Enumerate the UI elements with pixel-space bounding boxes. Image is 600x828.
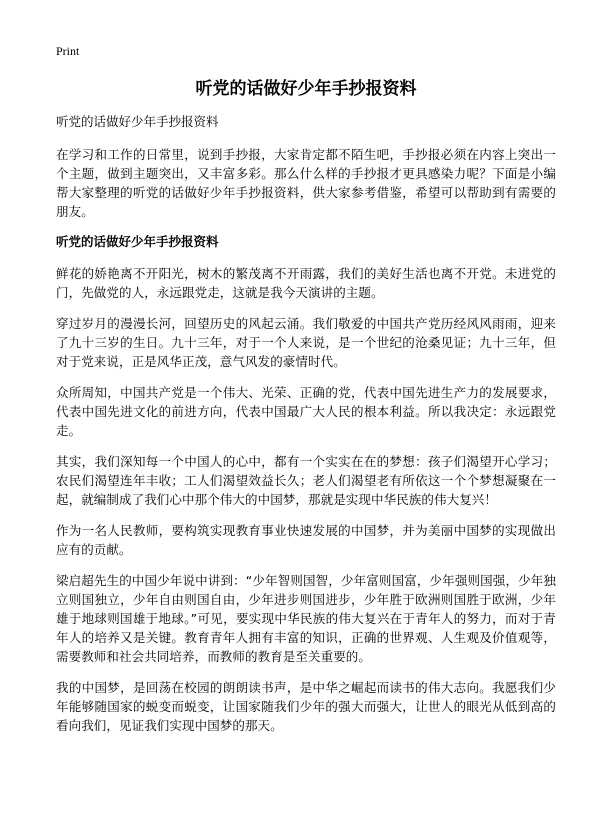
document-title: 听党的话做好少年手抄报资料 xyxy=(195,79,417,99)
intro-paragraph: 在学习和工作的日常里，说到手抄报，大家肯定都不陌生吧，手抄报必须在内容上突出一个主题，做到主题突出，又丰富多彩。那么什么样的手抄报才更具感染力呢？下面是小编帮大家整理的听党的话做好少年手抄报资料，供大家参考借鉴，希望可以帮助到有需要的朋友。 xyxy=(56,147,556,219)
body-paragraph-6: 梁启超先生的中国少年说中讲到：“少年智则国智，少年富则国富，少年强则国强，少年独立则国独立，少年自由则国自由，少年进步则国进步，少年胜于欧洲则国胜于欧洲，少年雄于地球则国雄于地球。”可见，要实现中华民族的伟大复兴在于青年人的努力，而对于青年人的培养又是关键。教育青年人拥有丰富的知识，正确的世界观、人生观及价值观等，需要教师和社会共同培养，而教师的教育是至关重要的。 xyxy=(56,573,556,664)
body-paragraph-3: 众所周知，中国共产党是一个伟大、光荣、正确的党，代表中国先进生产力的发展要求，代表中国先进文化的前进方向，代表中国最广大人民的根本利益。所以我决定：永远跟党走。 xyxy=(56,385,556,438)
body-paragraph-4: 其实，我们深知每一个中国人的心中，都有一个实实在在的梦想：孩子们渴望开心学习；农民们渴望连年丰收；工人们渴望效益长久；老人们渴望老有所依这一个个梦想凝聚在一起，就编制成了我们心中那个伟大的中国梦，那就是实现中华民族的伟大复兴！ xyxy=(56,454,556,507)
body-paragraph-1: 鲜花的娇艳离不开阳光，树木的繁茂离不开雨露，我们的美好生活也离不开党。未进党的门，先做党的人，永远跟党走，这就是我今天演讲的主题。 xyxy=(56,266,556,300)
body-paragraph-2: 穿过岁月的漫漫长河，回望历史的风起云涌。我们敬爱的中国共产党历经风风雨雨，迎来了九十三岁的生日。九十三年，对于一个人来说，是一个世纪的沧桑见证；九十三年，但对于党来说，正是风华正茂，意气风发的豪情时代。 xyxy=(56,316,556,369)
body-paragraph-7: 我的中国梦，是回荡在校园的朗朗读书声，是中华之崛起而读书的伟大志向。我愿我们少年能够随国家的蜕变而蜕变，让国家随我们少年的强大而强大，让世人的眼光从低到高的看向我们，见证我们实现中国梦的那天。 xyxy=(56,680,556,733)
document-subtitle: 听党的话做好少年手抄报资料 xyxy=(56,114,219,129)
print-link[interactable]: Print xyxy=(56,44,80,58)
body-paragraph-5: 作为一名人民教师，要构筑实现教育事业快速发展的中国梦，并为美丽中国梦的实现做出应有的贡献。 xyxy=(56,523,556,557)
section-heading: 听党的话做好少年手抄报资料 xyxy=(56,234,219,249)
